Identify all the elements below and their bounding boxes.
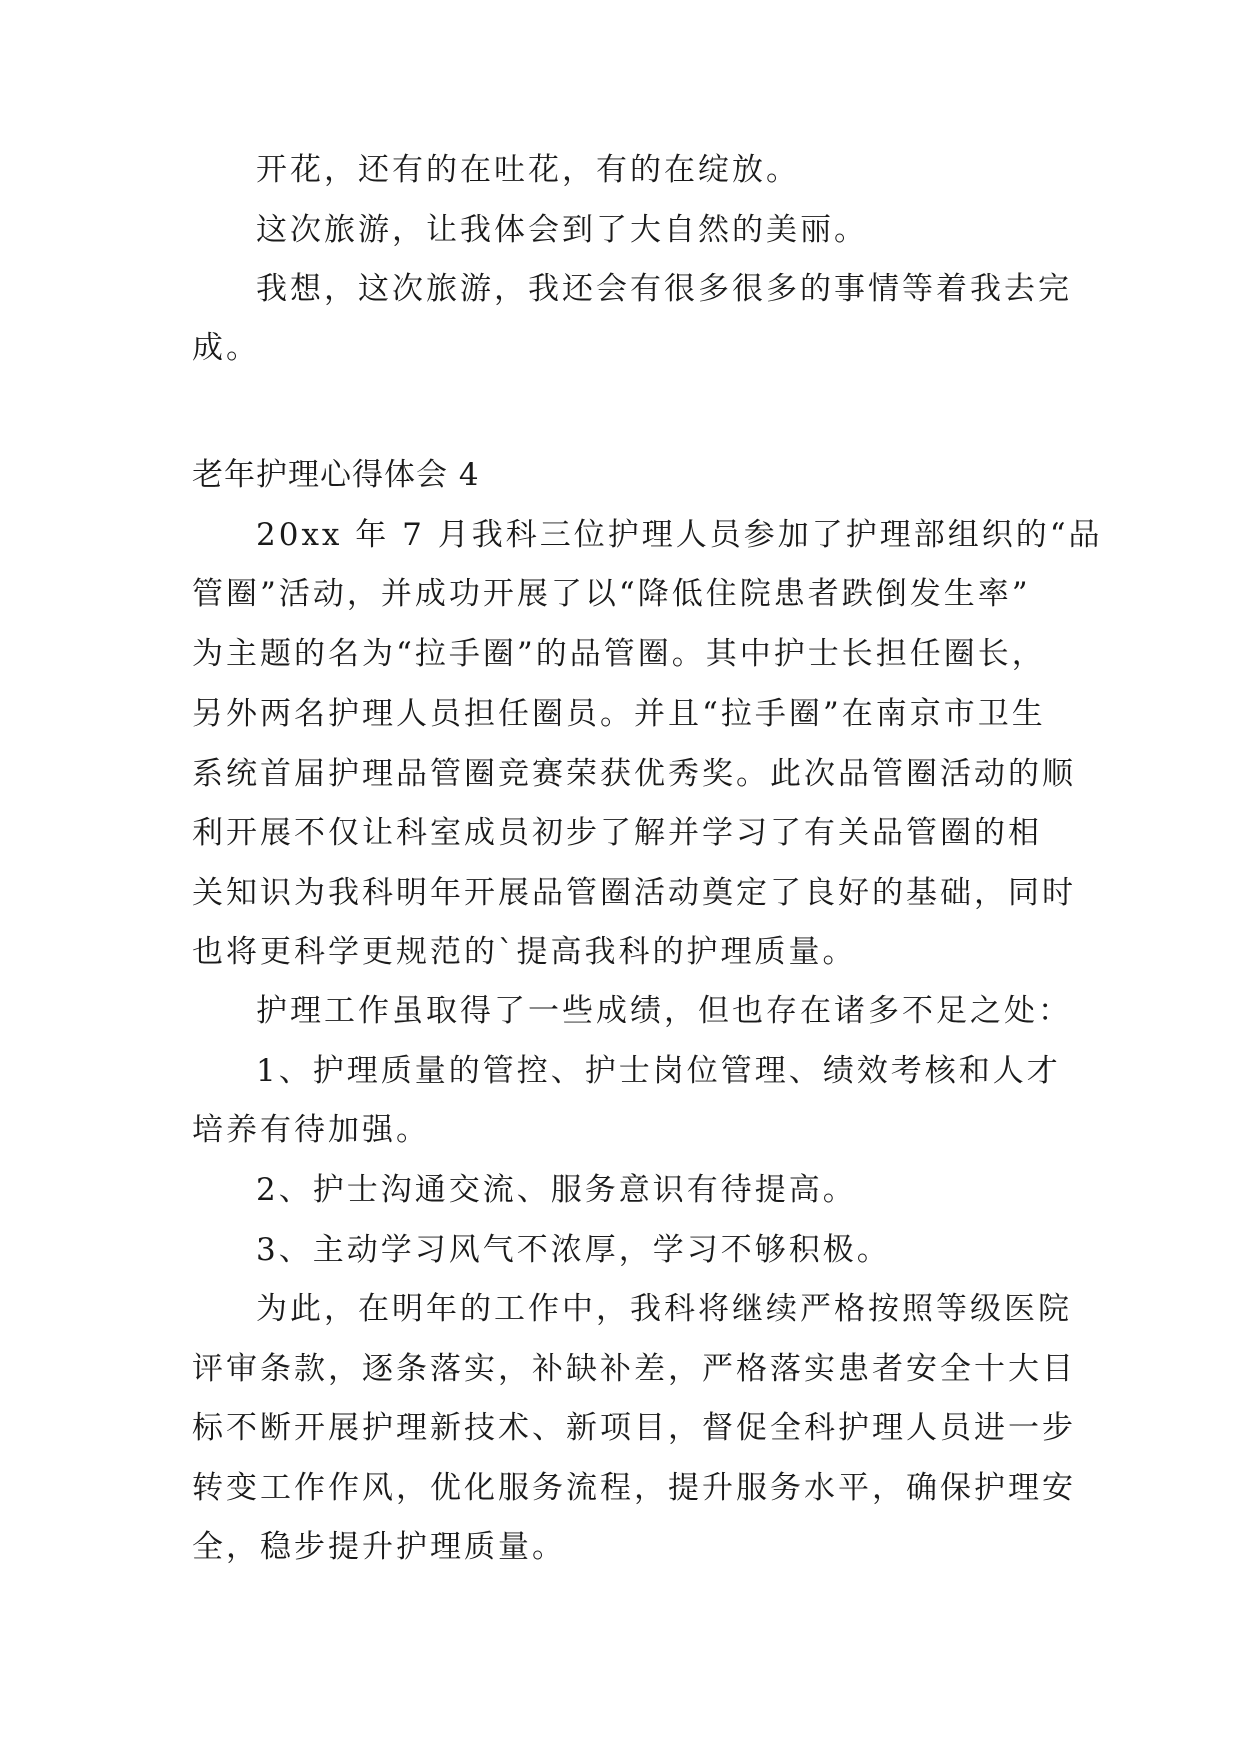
text-line: 管圈”活动，并成功开展了以“降低住院患者跌倒发生率”: [192, 576, 1031, 612]
text-line: 培养有待加强。: [192, 1112, 430, 1148]
text-line: 护理工作虽取得了一些成绩，但也存在诸多不足之处：: [256, 993, 1072, 1029]
text-line: 全，稳步提升护理质量。: [192, 1529, 566, 1565]
list-item: 3、主动学习风气不浓厚，学习不够积极。: [256, 1232, 891, 1268]
text-line: 为此，在明年的工作中，我科将继续严格按照等级医院: [256, 1291, 1072, 1327]
text-line: 系统首届护理品管圈竞赛荣获优秀奖。此次品管圈活动的顺: [192, 756, 1076, 792]
text-line: 评审条款，逐条落实，补缺补差，严格落实患者安全十大目: [192, 1351, 1076, 1387]
section-heading: 老年护理心得体会 4: [192, 457, 480, 493]
text-line: 我想，这次旅游，我还会有很多很多的事情等着我去完: [256, 271, 1072, 307]
list-item: 2、护士沟通交流、服务意识有待提高。: [256, 1172, 857, 1208]
text-line: 开花，还有的在吐花，有的在绽放。: [256, 152, 800, 188]
text-line: 关知识为我科明年开展品管圈活动奠定了良好的基础，同时: [192, 875, 1076, 911]
text-line: 成。: [192, 330, 260, 366]
text-line: 这次旅游，让我体会到了大自然的美丽。: [256, 212, 868, 248]
text-line: 为主题的名为“拉手圈”的品管圈。其中护士长担任圈长，: [192, 636, 1046, 672]
text-line: 转变工作作风，优化服务流程，提升服务水平，确保护理安: [192, 1470, 1076, 1506]
list-item: 1、护理质量的管控、护士岗位管理、绩效考核和人才: [256, 1053, 1061, 1089]
text-line: 另外两名护理人员担任圈员。并且“拉手圈”在南京市卫生: [192, 696, 1046, 732]
text-line: 利开展不仅让科室成员初步了解并学习了有关品管圈的相: [192, 815, 1042, 851]
text-line: 标不断开展护理新技术、新项目，督促全科护理人员进一步: [192, 1410, 1076, 1446]
text-line: 也将更科学更规范的`提高我科的护理质量。: [192, 934, 857, 970]
text-line: 20xx 年 7 月我科三位护理人员参加了护理部组织的“品: [256, 517, 1103, 553]
